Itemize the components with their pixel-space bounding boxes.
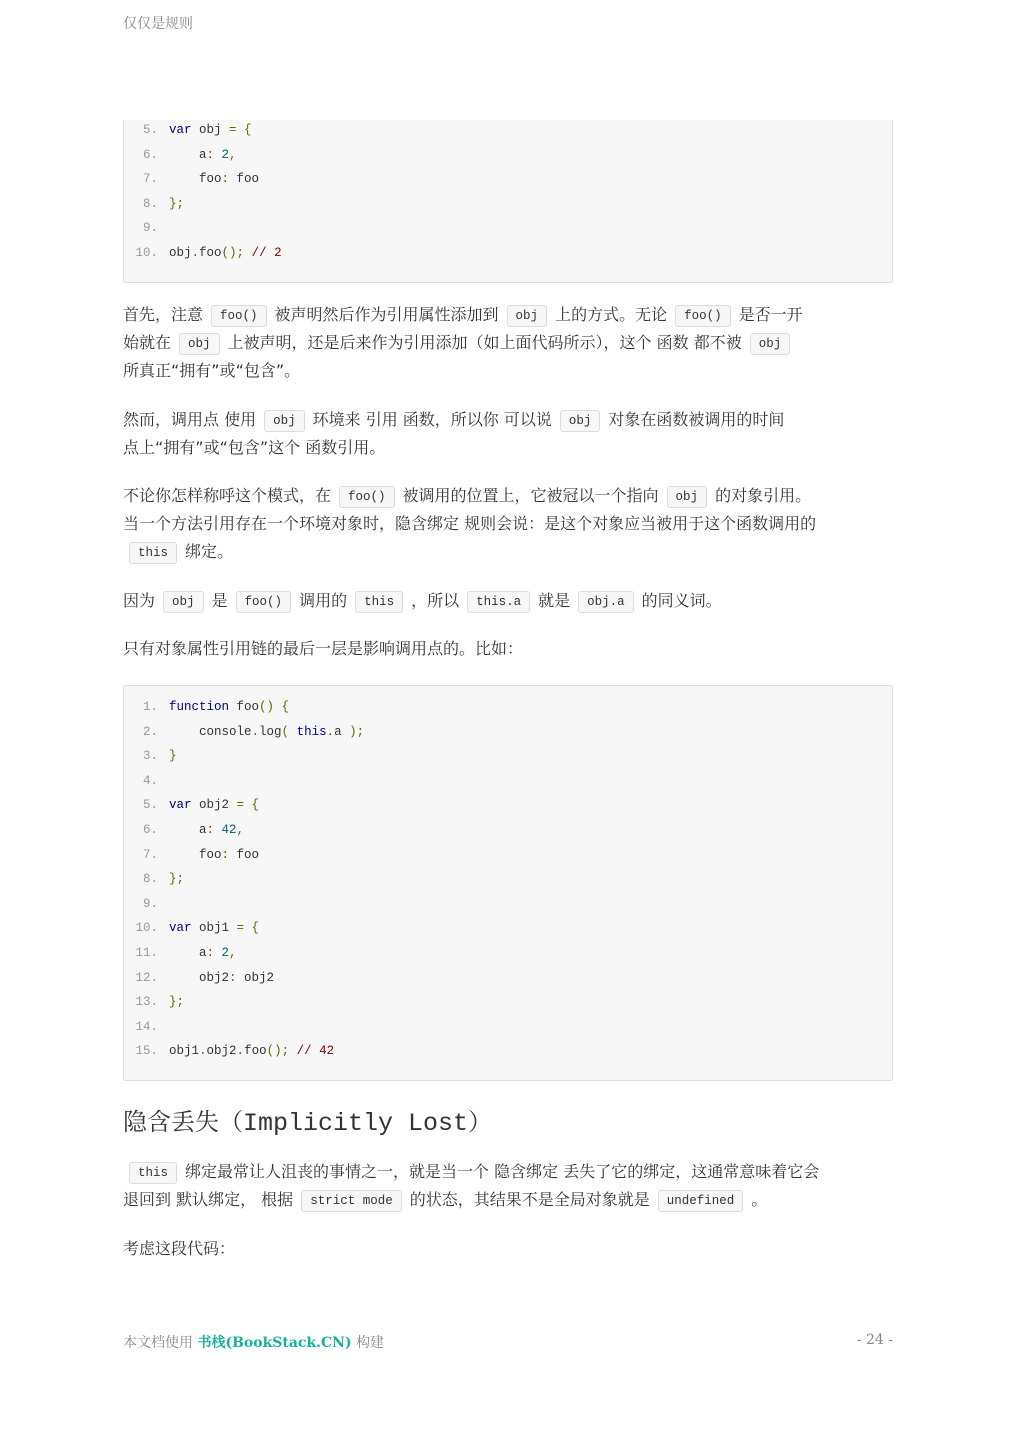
running-header: 仅仅是规则 bbox=[123, 16, 193, 32]
code-token: }; bbox=[169, 196, 185, 211]
code-token: , bbox=[229, 147, 237, 162]
line-number: 5. bbox=[142, 123, 158, 137]
code-line bbox=[124, 170, 892, 188]
code-token: . bbox=[236, 1044, 245, 1059]
line-number: 8. bbox=[142, 872, 158, 887]
code-block-continued bbox=[123, 120, 893, 283]
code-text bbox=[169, 1042, 334, 1060]
code-token: obj bbox=[169, 246, 192, 260]
inline-code: obj bbox=[163, 591, 204, 613]
inline-code: obj bbox=[179, 333, 220, 355]
code-line bbox=[124, 747, 892, 765]
text-span: 绑定。 bbox=[185, 542, 234, 561]
text-span: 的状态，其结果不是全局对象就是 bbox=[409, 1190, 650, 1209]
code-text bbox=[169, 796, 259, 814]
code-block bbox=[123, 685, 893, 1081]
code-line bbox=[124, 121, 892, 139]
code-line bbox=[124, 219, 892, 237]
code-token: 2 bbox=[221, 147, 230, 162]
line-number: 6. bbox=[142, 823, 158, 837]
inline-code: foo() bbox=[339, 486, 395, 508]
code-token: foo bbox=[199, 246, 222, 260]
code-token: : bbox=[206, 946, 222, 960]
paragraph-3 bbox=[123, 482, 893, 566]
text-span: 绑定最常让人沮丧的事情之一，就是当一个 隐含绑定 丢失了它的绑定，这通常意味着它会 bbox=[185, 1162, 820, 1181]
text-span: 。 bbox=[751, 1190, 768, 1209]
inline-code: obj.a bbox=[578, 591, 634, 613]
line-number: 9. bbox=[142, 896, 158, 911]
text-span: 被声明然后作为引用属性添加到 bbox=[274, 305, 499, 324]
code-text bbox=[169, 919, 259, 937]
code-line bbox=[124, 1018, 892, 1036]
code-text bbox=[169, 146, 237, 164]
code-token: } bbox=[169, 749, 177, 764]
code-token: : bbox=[206, 147, 222, 162]
footer-prefix: 本文档使用 bbox=[123, 1335, 193, 1351]
line-number: 7. bbox=[142, 172, 158, 187]
code-token: ( bbox=[281, 724, 297, 739]
inline-code: obj bbox=[560, 410, 601, 432]
footer-suffix: 构建 bbox=[356, 1335, 385, 1351]
line-number: 1. bbox=[142, 700, 158, 714]
code-token: foo bbox=[169, 847, 222, 862]
code-text bbox=[169, 969, 274, 987]
paragraph-6-line-2 bbox=[123, 1186, 893, 1214]
code-text bbox=[169, 195, 184, 213]
code-line bbox=[124, 1042, 892, 1060]
line-number: 11. bbox=[135, 946, 158, 960]
inline-code: strict mode bbox=[301, 1190, 402, 1212]
line-number: 5. bbox=[142, 798, 158, 813]
section-heading bbox=[123, 1102, 492, 1138]
code-token: }; bbox=[169, 872, 185, 887]
text-span: 上的方式。无论 bbox=[555, 305, 668, 324]
code-token: a bbox=[169, 946, 207, 960]
inline-code: foo() bbox=[211, 305, 267, 327]
text-span: 的同义词。 bbox=[641, 591, 722, 610]
code-line bbox=[124, 772, 892, 790]
code-token: obj bbox=[191, 123, 230, 137]
code-token: , bbox=[236, 823, 245, 837]
code-token: // 42 bbox=[296, 1044, 335, 1059]
code-token: 2 bbox=[221, 946, 230, 960]
code-text bbox=[169, 821, 244, 839]
code-text bbox=[169, 747, 177, 765]
code-line bbox=[124, 195, 892, 213]
text-span: 首先，注意 bbox=[123, 305, 204, 324]
code-token: : bbox=[221, 847, 237, 862]
line-number: 3. bbox=[142, 749, 158, 764]
code-text bbox=[169, 170, 259, 188]
code-token: : bbox=[221, 172, 237, 187]
code-text bbox=[169, 121, 252, 139]
text-span: 因为 bbox=[123, 591, 156, 610]
line-number: 4. bbox=[142, 773, 158, 788]
paragraph-1 bbox=[123, 301, 893, 385]
line-number: 10. bbox=[135, 921, 158, 936]
code-token: a bbox=[334, 724, 350, 739]
code-token: : bbox=[229, 970, 245, 985]
code-token: obj1 bbox=[191, 921, 237, 936]
code-text bbox=[169, 870, 184, 888]
text-span: 调用的 bbox=[299, 591, 348, 610]
line-number: 2. bbox=[142, 724, 158, 739]
code-token: obj2 bbox=[244, 970, 275, 985]
code-token: = { bbox=[229, 123, 252, 137]
code-token: // 2 bbox=[251, 246, 282, 260]
code-token: , bbox=[229, 946, 237, 960]
code-token: function bbox=[169, 700, 230, 714]
text-span: 不论你怎样称呼这个模式，在 bbox=[123, 486, 332, 505]
code-text bbox=[169, 698, 289, 716]
code-line bbox=[124, 723, 892, 741]
line-number: 10. bbox=[135, 246, 158, 260]
text-span: 被调用的位置上，它被冠以一个指向 bbox=[402, 486, 659, 505]
code-token: foo bbox=[229, 700, 260, 714]
code-token: obj1 bbox=[169, 1044, 200, 1059]
heading-close: ） bbox=[468, 1108, 493, 1136]
inline-code: this bbox=[129, 1162, 177, 1184]
heading-en: Implicitly Lost bbox=[243, 1109, 469, 1138]
paragraph-1-line-2 bbox=[123, 329, 893, 357]
code-text bbox=[169, 723, 364, 741]
code-token: . bbox=[251, 724, 260, 739]
code-line bbox=[124, 895, 892, 913]
text-span: 是否一开 bbox=[738, 305, 803, 324]
line-number: 6. bbox=[142, 147, 158, 162]
code-token: foo bbox=[236, 172, 260, 187]
code-token: a bbox=[169, 147, 207, 162]
paragraph-6 bbox=[123, 1158, 893, 1214]
code-line bbox=[124, 944, 892, 962]
inline-code: foo() bbox=[675, 305, 731, 327]
paragraph-4-line-1 bbox=[123, 587, 893, 615]
code-token: () { bbox=[259, 700, 290, 714]
code-line bbox=[124, 969, 892, 987]
paragraph-1-line-1 bbox=[123, 301, 893, 329]
code-token: = { bbox=[236, 798, 260, 813]
paragraph-5: 只有对象属性引用链的最后一层是影响调用点的。比如： bbox=[123, 639, 524, 658]
code-token: (); bbox=[221, 246, 252, 260]
code-token: 42 bbox=[221, 823, 237, 837]
line-number: 12. bbox=[135, 970, 158, 985]
code-token: obj2 bbox=[191, 798, 237, 813]
code-token: a bbox=[169, 823, 207, 837]
text-span: 环境来 引用 函数，所以你 可以说 bbox=[312, 410, 552, 429]
line-number: 13. bbox=[135, 995, 158, 1010]
paragraph-2-line-2: 点上“拥有”或“包含”这个 函数引用。 bbox=[123, 438, 386, 457]
code-token: foo bbox=[169, 172, 222, 187]
line-number: 8. bbox=[142, 196, 158, 211]
paragraph-3-line-1 bbox=[123, 482, 893, 510]
paragraph-3-line-2: 当一个方法引用存在一个环境对象时，隐含绑定 规则会说：是这个对象应当被用于这个函数调用的 bbox=[123, 514, 817, 533]
paragraph-1-line-3: 所真正“拥有”或“包含”。 bbox=[123, 361, 301, 380]
code-token: log bbox=[259, 724, 282, 739]
code-line bbox=[124, 919, 892, 937]
text-span: ，所以 bbox=[411, 591, 460, 610]
code-token: . bbox=[326, 724, 335, 739]
code-text bbox=[169, 244, 282, 262]
code-token: foo bbox=[244, 1044, 267, 1059]
code-token: foo bbox=[236, 847, 260, 862]
code-text bbox=[169, 944, 237, 962]
bookstack-link[interactable]: 书栈(BookStack.CN) bbox=[197, 1335, 352, 1351]
paragraph-6-line-1 bbox=[123, 1158, 893, 1186]
code-token: : bbox=[206, 823, 222, 837]
text-span: 然而，调用点 使用 bbox=[123, 410, 257, 429]
inline-code: obj bbox=[264, 410, 305, 432]
footer-credit bbox=[123, 1332, 384, 1352]
code-token: . bbox=[191, 246, 200, 260]
text-span: 始就在 bbox=[123, 333, 172, 352]
code-token: (); bbox=[266, 1044, 297, 1059]
code-token: console bbox=[169, 724, 252, 739]
line-number: 9. bbox=[142, 221, 158, 236]
text-span: 对象在函数被调用的时间 bbox=[608, 410, 785, 429]
code-text bbox=[169, 846, 259, 864]
page-number: - 24 - bbox=[856, 1332, 893, 1348]
inline-code: undefined bbox=[658, 1190, 744, 1212]
line-number: 14. bbox=[135, 1019, 158, 1034]
inline-code: this.a bbox=[467, 591, 530, 613]
inline-code: obj bbox=[507, 305, 548, 327]
code-line bbox=[124, 870, 892, 888]
code-line bbox=[124, 796, 892, 814]
code-token: var bbox=[169, 921, 192, 936]
code-text bbox=[169, 993, 184, 1011]
text-span: 退回到 默认绑定， 根据 bbox=[123, 1190, 294, 1209]
code-token: var bbox=[169, 123, 192, 137]
code-token: var bbox=[169, 798, 192, 813]
inline-code: obj bbox=[750, 333, 791, 355]
inline-code: this bbox=[355, 591, 403, 613]
code-line bbox=[124, 821, 892, 839]
heading-cn: 隐含丢失（ bbox=[123, 1108, 243, 1136]
paragraph-2-line-1 bbox=[123, 406, 893, 434]
line-number: 15. bbox=[135, 1044, 158, 1059]
inline-code: this bbox=[129, 542, 177, 564]
code-token: }; bbox=[169, 995, 185, 1010]
code-token: ); bbox=[349, 724, 365, 739]
code-line bbox=[124, 993, 892, 1011]
code-line bbox=[124, 698, 892, 716]
code-token: obj2 bbox=[206, 1044, 237, 1059]
code-line bbox=[124, 846, 892, 864]
paragraph-2 bbox=[123, 406, 893, 462]
code-line bbox=[124, 146, 892, 164]
text-span: 上被声明，还是后来作为引用添加（如上面代码所示），这个 函数 都不被 bbox=[227, 333, 742, 352]
line-number: 7. bbox=[142, 847, 158, 862]
code-token: . bbox=[199, 1044, 207, 1059]
code-token: = { bbox=[236, 921, 260, 936]
code-token: this bbox=[296, 724, 327, 739]
code-line bbox=[124, 244, 892, 262]
paragraph-3-line-3 bbox=[123, 538, 893, 566]
text-span: 的对象引用。 bbox=[715, 486, 812, 505]
inline-code: foo() bbox=[236, 591, 292, 613]
text-span: 就是 bbox=[538, 591, 571, 610]
text-span: 是 bbox=[211, 591, 228, 610]
paragraph-4 bbox=[123, 587, 893, 615]
inline-code: obj bbox=[667, 486, 708, 508]
code-token: obj2 bbox=[169, 970, 230, 985]
paragraph-7: 考虑这段代码： bbox=[123, 1239, 236, 1258]
